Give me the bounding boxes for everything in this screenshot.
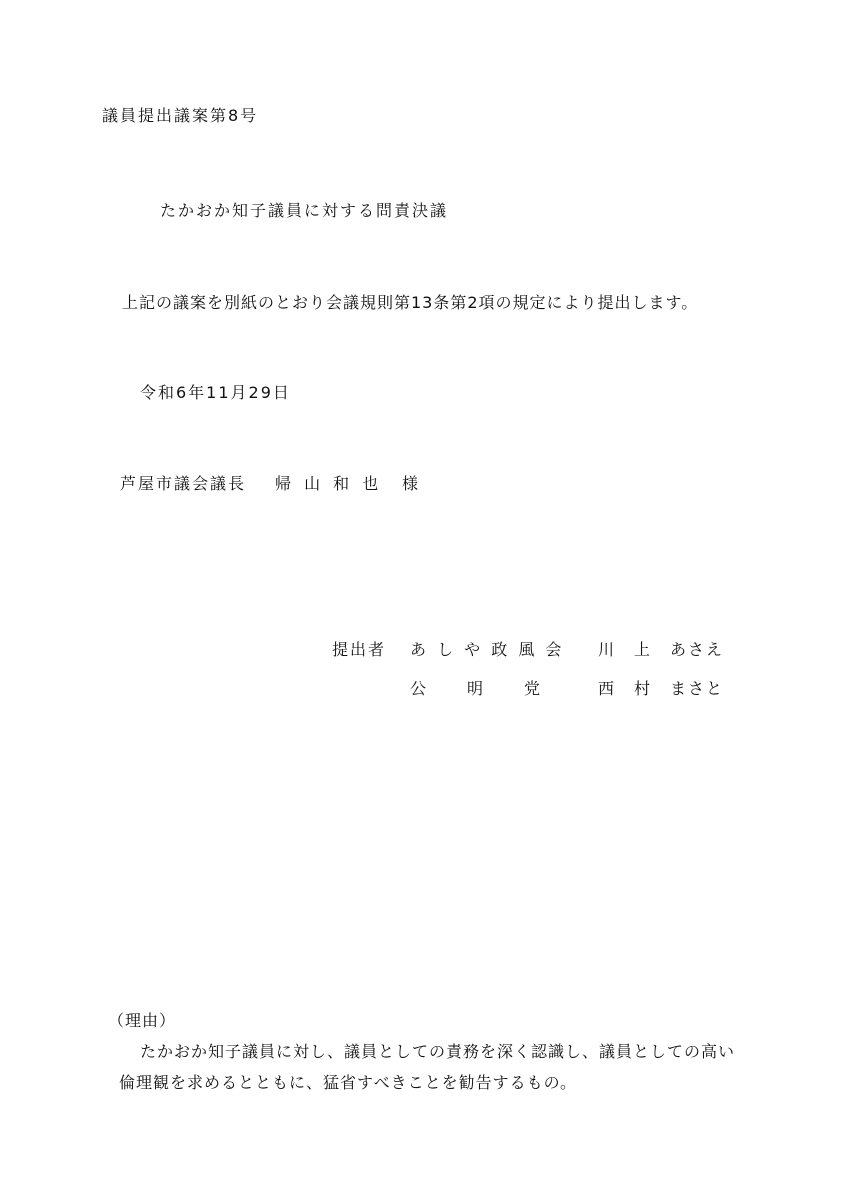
- addressee-honorific: 様: [402, 474, 421, 493]
- bill-number: 議員提出議案第8号: [102, 106, 259, 125]
- submitter-label: 提出者: [332, 640, 387, 659]
- submitter-group: あ し や 政 風 会: [410, 640, 565, 659]
- submitter-group: 公 明 党: [410, 679, 544, 698]
- addressee-position: 芦屋市議会議長: [120, 474, 247, 493]
- reason-text-line-1: たかおか知子議員に対し、議員としての責務を深く認識し、議員としての高い: [140, 1042, 736, 1061]
- submitter-name: 川 上 あさえ: [598, 640, 725, 659]
- addressee-name: 帰 山 和 也: [275, 474, 383, 493]
- reason-text-line-2: 倫理観を求めるとともに、猛省すべきことを勧告するもの。: [119, 1073, 578, 1092]
- submission-statement: 上記の議案を別紙のとおり会議規則第13条第2項の規定により提出します。: [122, 293, 699, 312]
- submitter-name: 西 村 まさと: [598, 679, 725, 698]
- reason-heading: （理由）: [108, 1011, 177, 1030]
- submission-date: 令和6年11月29日: [140, 383, 291, 402]
- bill-title: たかおか知子議員に対する問責決議: [160, 201, 449, 220]
